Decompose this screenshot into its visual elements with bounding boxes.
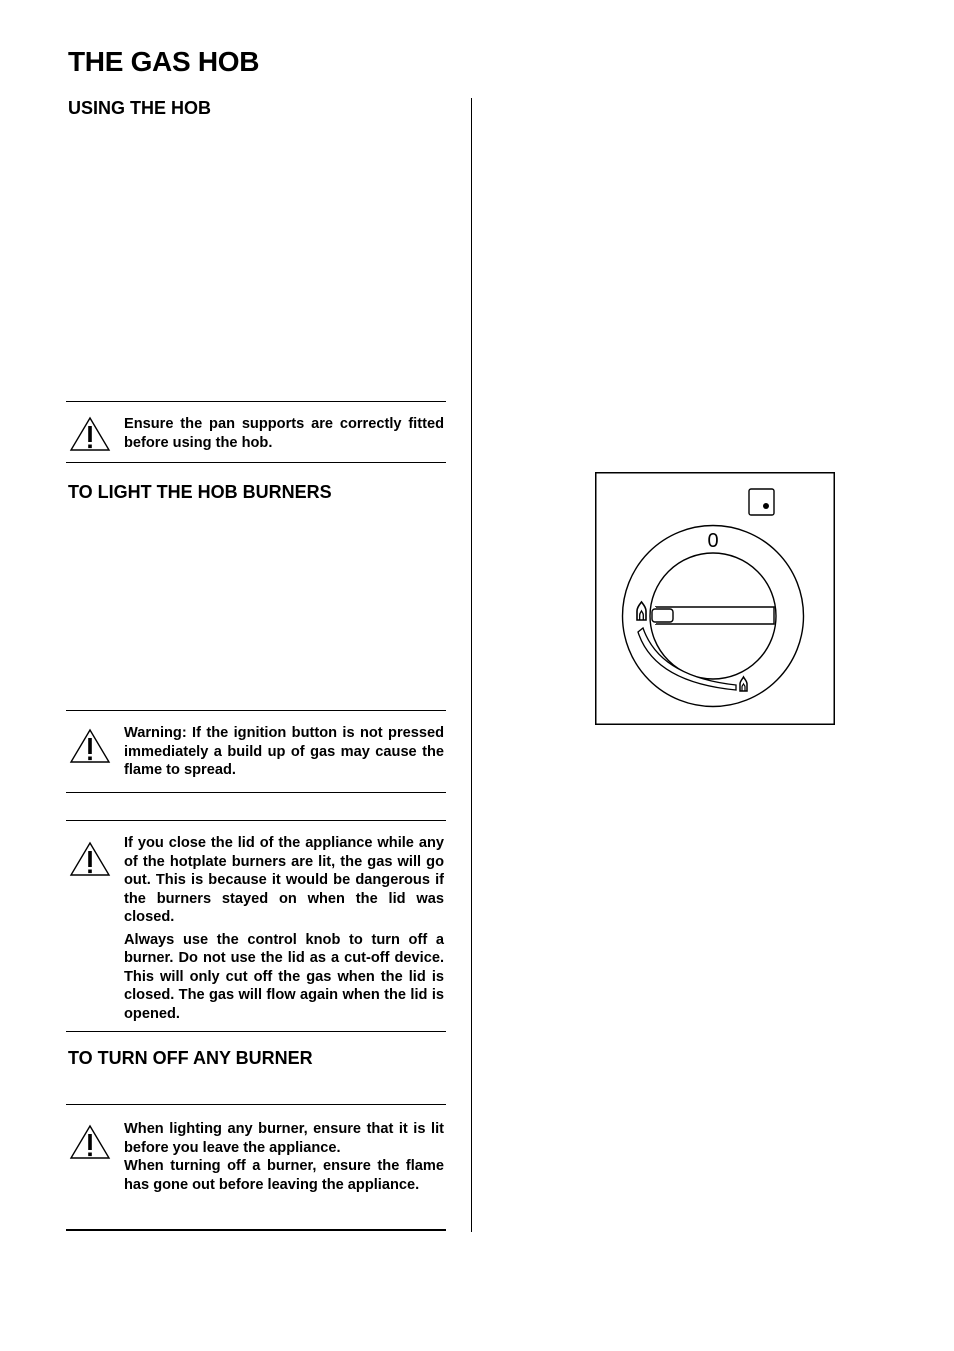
column-divider (471, 98, 472, 1232)
warning-text-lid (124, 834, 444, 1023)
warning-paragraph: When turning off a burner, ensure the flame has gone out before leaving the appliance. (124, 1158, 444, 1193)
divider (66, 792, 446, 793)
page-title: THE GAS HOB (68, 46, 260, 77)
warning-paragraph: If you close the lid of the appliance while any of the hotplate burners are lit, the gas will go out. This is because it would be dangerous if the burners stayed on when the lid was closed. (124, 835, 444, 925)
divider (66, 820, 446, 821)
warning-paragraph: When lighting any burner, ensure that it is lit before you leave the appliance. (124, 1121, 444, 1156)
warning-icon (69, 841, 111, 877)
warning-icon (69, 728, 111, 764)
warning-paragraph: Always use the control knob to turn off a burner. Do not use the lid as a cut-off device. This will only cut off the gas when the lid is closed. The gas will flow again when the lid is opened. (124, 931, 444, 1022)
warning-text-lighting (124, 1120, 444, 1194)
off-position-label: 0 (707, 530, 719, 552)
divider (66, 1031, 446, 1032)
divider (66, 401, 446, 402)
section-heading-using-hob: USING THE HOB (68, 98, 212, 118)
section-heading-turn-off: TO TURN OFF ANY BURNER (68, 1048, 313, 1068)
warning-text-pan-supports: Ensure the pan supports are correctly fitted before using the hob. (124, 416, 444, 451)
divider (66, 462, 446, 463)
control-knob-diagram (595, 472, 835, 725)
warning-icon (69, 1124, 111, 1160)
divider (66, 1229, 446, 1231)
divider (66, 710, 446, 711)
section-heading-light-burners: TO LIGHT THE HOB BURNERS (68, 482, 332, 502)
warning-text-ignition: Warning: If the ignition button is not pressed immediately a build up of gas may cause the flame to spread. (124, 725, 444, 778)
warning-icon (69, 416, 111, 452)
divider (66, 1104, 446, 1105)
